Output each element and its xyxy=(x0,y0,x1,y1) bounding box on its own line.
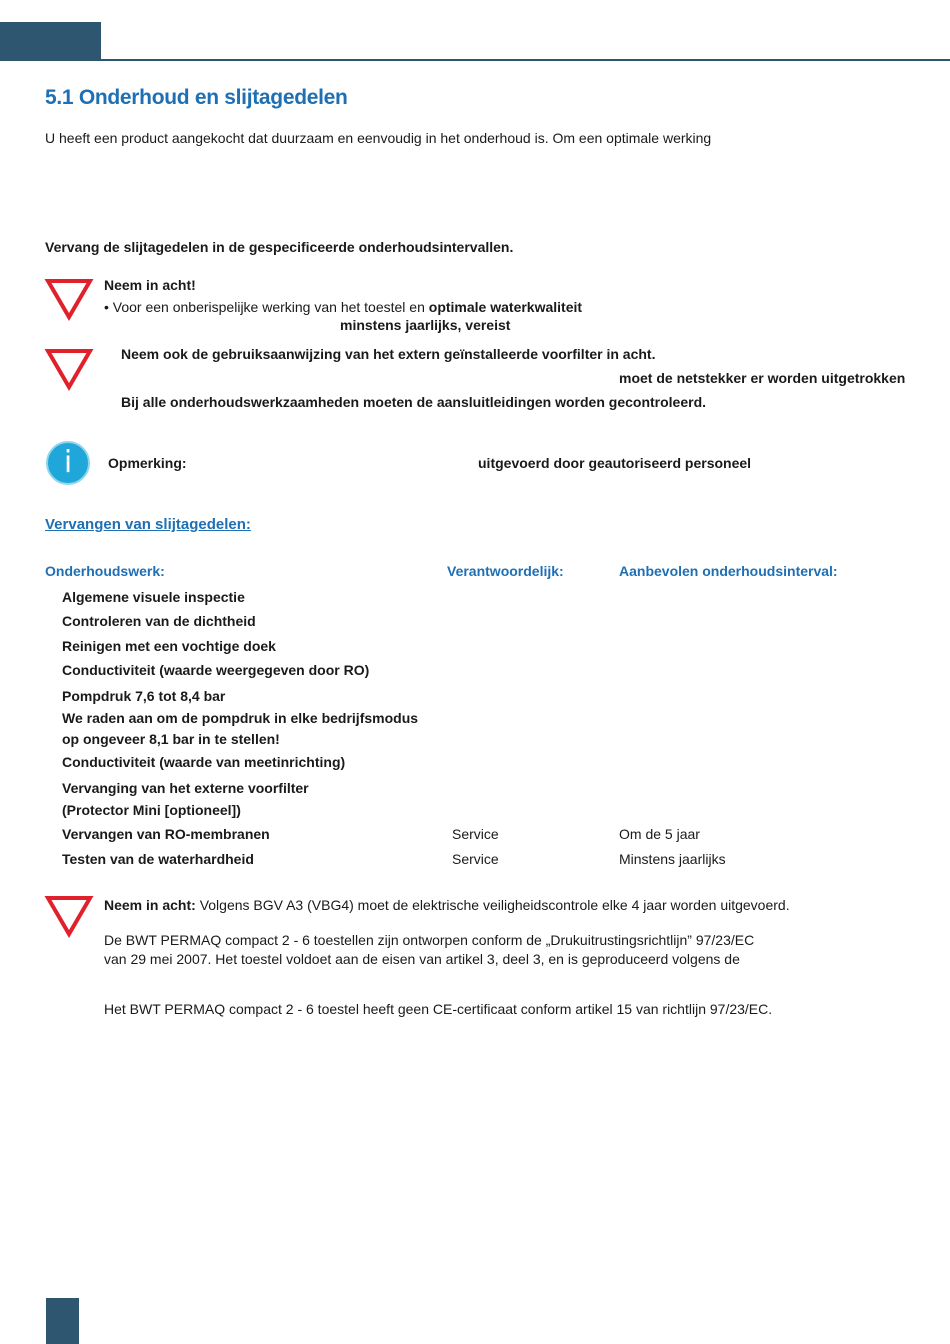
warning-triangle-icon xyxy=(44,346,94,392)
warning3-body: Volgens BGV A3 (VBG4) moet de elektrische veiligheidscontrole elke 4 jaar worden uitgevoerd. xyxy=(195,897,790,913)
table-row-work: Conductiviteit (waarde weergegeven door RO) xyxy=(62,662,370,678)
warning3-bold: Neem in acht: xyxy=(104,897,196,913)
table-row-work: Reinigen met een vochtige doek xyxy=(62,638,276,654)
warning1-heading: Neem in acht! xyxy=(104,277,196,293)
directive-para-line1: De BWT PERMAQ compact 2 - 6 toestellen zijn ontworpen conform de „Drukuitrustingsrichtlijn” 97/23/EC xyxy=(104,932,755,948)
warning-triangle-icon xyxy=(44,276,94,322)
table-row-work: We raden aan om de pompdruk in elke bedrijfsmodus xyxy=(62,710,419,726)
table-row-work: Testen van de waterhardheid xyxy=(62,851,254,867)
table-row-work: Vervanging van het externe voorfilter xyxy=(62,780,309,796)
warning1-bullet-bold: optimale waterkwaliteit xyxy=(428,299,583,315)
table-row-responsible: Service xyxy=(452,851,499,867)
header-rule xyxy=(0,59,950,61)
info-icon: i xyxy=(46,441,90,485)
footer-page-block xyxy=(46,1298,79,1344)
table-row-interval: Minstens jaarlijks xyxy=(619,851,726,867)
table-row-work: Algemene visuele inspectie xyxy=(62,589,245,605)
replace-parts-link[interactable]: Vervangen van slijtagedelen: xyxy=(45,516,251,533)
ce-certificate-para: Het BWT PERMAQ compact 2 - 6 toestel heeft geen CE-certificaat conform artikel 15 van richtlijn 97/23/EC. xyxy=(104,1001,773,1017)
intro-text: U heeft een product aangekocht dat duurzaam en eenvoudig in het onderhoud is. Om een optimale werking xyxy=(45,130,712,146)
note-label: Opmerking: xyxy=(108,455,187,471)
directive-para-line2: van 29 mei 2007. Het toestel voldoet aan de eisen van artikel 3, deel 3, en is geproduceerd volgens de xyxy=(104,951,740,967)
warning1-line2: minstens jaarlijks, vereist xyxy=(340,317,511,333)
warning2-line3: Bij alle onderhoudswerkzaamheden moeten de aansluitleidingen worden gecontroleerd. xyxy=(121,394,707,410)
warning1-bullet-text: • Voor een onberispelijke werking van het toestel en xyxy=(104,299,429,315)
header-brand-block xyxy=(0,22,101,61)
table-header-work: Onderhoudswerk: xyxy=(45,563,165,579)
table-row-responsible: Service xyxy=(452,826,499,842)
table-header-responsible: Verantwoordelijk: xyxy=(447,563,564,579)
table-row-work: Conductiviteit (waarde van meetinrichting) xyxy=(62,754,346,770)
table-row-work: (Protector Mini [optioneel]) xyxy=(62,802,241,818)
section-title: 5.1 Onderhoud en slijtagedelen xyxy=(45,86,348,109)
table-row-interval: Om de 5 jaar xyxy=(619,826,700,842)
warning3-text xyxy=(104,896,790,914)
note-text: uitgevoerd door geautoriseerd personeel xyxy=(478,455,752,471)
table-header-interval: Aanbevolen onderhoudsinterval: xyxy=(619,563,838,579)
table-row-work: Controleren van de dichtheid xyxy=(62,613,256,629)
warning2-line1: Neem ook de gebruiksaanwijzing van het extern geïnstalleerde voorfilter in acht. xyxy=(121,346,656,362)
warning2-line2: moet de netstekker er worden uitgetrokken xyxy=(619,370,906,386)
table-row-work: Vervangen van RO-membranen xyxy=(62,826,270,842)
table-row-work: Pompdruk 7,6 tot 8,4 bar xyxy=(62,688,226,704)
warning-triangle-icon xyxy=(44,893,94,939)
replace-instruction: Vervang de slijtagedelen in de gespecificeerde onderhoudsintervallen. xyxy=(45,239,514,255)
warning1-bullet xyxy=(104,298,582,316)
table-row-work: op ongeveer 8,1 bar in te stellen! xyxy=(62,731,280,747)
